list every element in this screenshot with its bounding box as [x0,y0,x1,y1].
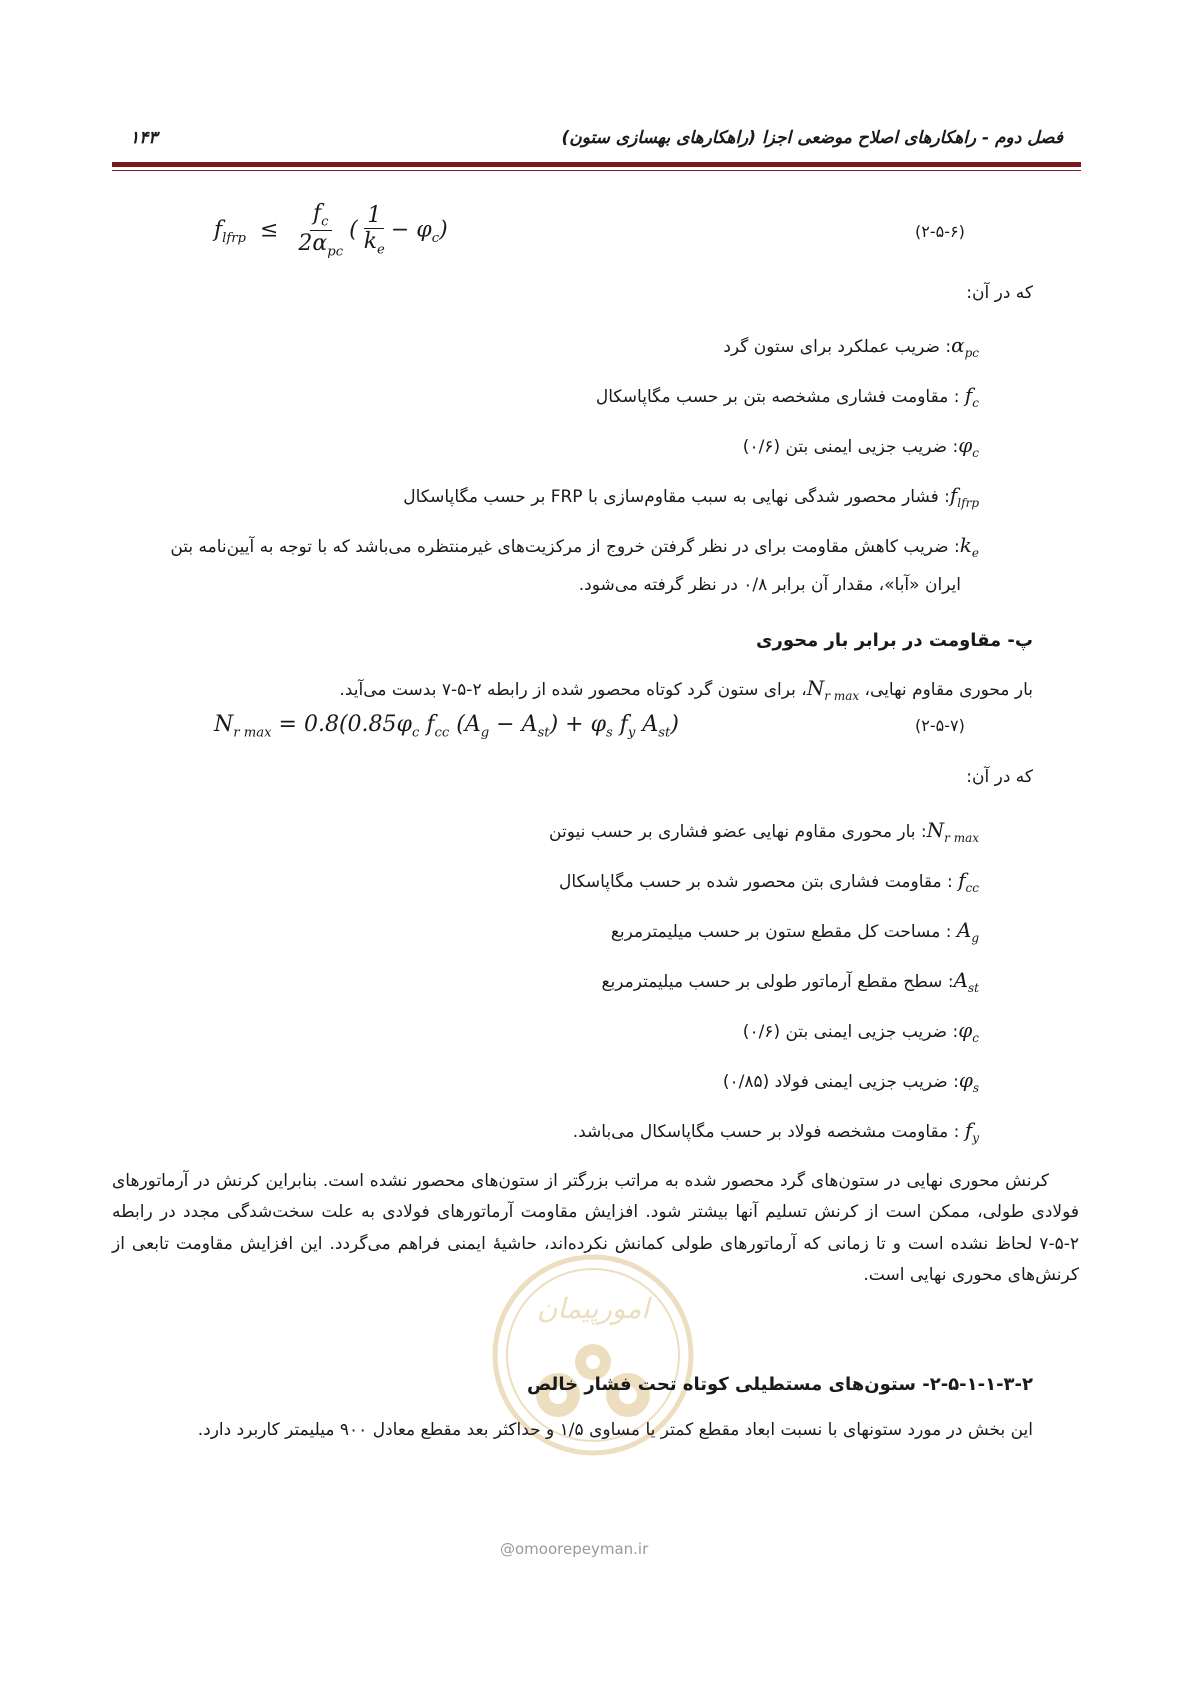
definition-flfrp: $f_{lfrp}$: فشار محصور شدگی نهایی به سبب مقاوم‌سازی با FRP بر حسب مگاپاسکال [403,483,979,510]
chapter-title: فصل دوم - راهکارهای اصلاح موضعی اجزا (راهکارهای بهسازی ستون) [561,128,1063,148]
section-intro: بار محوری مقاوم نهایی، $N_{r max}،$ برای ستون گرد کوتاه محصور شده از رابطه ۲-۵-۷ بدست می‌آید. [339,676,1033,703]
definition-fcc: $f_{cc}$ : مقاومت فشاری بتن محصور شده بر حسب مگاپاسکال [558,868,979,895]
definition-ast-text: سطح مقطع آرماتور طولی بر حسب میلیمترمربع [601,972,943,992]
definition-ast: $A_{st}$: سطح مقطع آرماتور طولی بر حسب میلیمترمربع [601,968,979,995]
watermark-logo-text: امورپیمان [536,1292,650,1325]
equation-number-2-5-6: (۲-۵-۶) [915,222,965,241]
equation-2-5-7: $N_{r max} = 0.8(0.85\varphi_c$ $f_{cc}$ $(A_g - A_{st}) + \varphi_s$ $f_y$ $A_{st}$) [214,712,679,741]
equation-2-5-6: $f_{lfrp}$ ≤ $\frac{f_c}{2\alpha_{pc}}$ ( $\frac{1}{k_e}$ − $\varphi_c$) [214,201,448,260]
definition-alpha-pc-text: ضریب عملکرد برای ستون گرد [723,337,940,357]
definition-fy-text: مقاومت مشخصه فولاد بر حسب مگاپاسکال می‌باشد. [572,1122,949,1142]
definition-ag: $A_g$ : مساحت کل مقطع ستون بر حسب میلیمترمربع [610,918,979,945]
definition-phi-c-2: $\varphi_c$: ضریب جزیی ایمنی بتن (۰/۶) [742,1018,979,1045]
definition-ke-text: ضریب کاهش مقاومت برای در نظر گرفتن خروج از مرکزیت‌های غیرمنتظره می‌باشد که با توجه به آیین‌نامه بتن [170,537,949,557]
where-label-2: که در آن: [966,767,1033,787]
section-text-rectangular: این بخش در مورد ستونهای با نسبت ابعاد مقطع کمتر یا مساوی ۱/۵ و حداکثر بعد مقطع معادل ۹۰۰ میلیمتر کاربرد دارد. [197,1420,1033,1440]
equation-number-2-5-7: (۲-۵-۷) [915,716,965,735]
header-rule-thick [112,162,1081,167]
body-paragraph: کرنش محوری نهایی در ستون‌های گرد محصور شده به مراتب بزرگتر از ستون‌های محصور نشده است. بنابراین کرنش در آرماتورهای فولادی طولی، ممکن است از کرنش تسلیم آنها بیشتر شود. افزایش مقاومت آرماتورهای فولادی به علت سخت‌شدگی مجدد در رابطه ۲-۵-۷ لحاظ نشده است و تا زمانی که آرماتورهای طولی کمانش نکرده‌اند، حاشیهٔ ایمنی فراهم می‌گردد. این افزایش مقاومت تابعی از کرنش‌های محوری نهایی است. [112,1171,1079,1286]
definition-phi-c-2-text: ضریب جزیی ایمنی بتن (۰/۶) [742,1022,948,1042]
definition-phi-s-text: ضریب جزیی ایمنی فولاد (۰/۸۵) [722,1072,948,1092]
definition-phi-s: $\varphi_s$: ضریب جزیی ایمنی فولاد (۰/۸۵) [722,1068,979,1095]
definition-phi-c: $\varphi_c$: ضریب جزیی ایمنی بتن (۰/۶) [742,433,979,460]
definition-phi-c-text: ضریب جزیی ایمنی بتن (۰/۶) [742,437,948,457]
watermark-url: @omoorepeyman.ir [500,1540,649,1558]
definition-flfrp-text: فشار محصور شدگی نهایی به سبب مقاوم‌سازی با FRP بر حسب مگاپاسکال [403,487,939,507]
where-label-1: که در آن: [966,283,1033,303]
page-number: ۱۴۳ [130,128,158,148]
definition-fcc-text: مقاومت فشاری بتن محصور شده بر حسب مگاپاسکال [558,872,942,892]
definition-alpha-pc: $\alpha_{pc}$: ضریب عملکرد برای ستون گرد [723,333,979,360]
definition-nrmax: $N_{r max}$: بار محوری مقاوم نهایی عضو فشاری بر حسب نیوتن [549,818,979,845]
definition-fc-text: مقاومت فشاری مشخصه بتن بر حسب مگاپاسکال [595,387,949,407]
definition-ag-text: مساحت کل مقطع ستون بر حسب میلیمترمربع [610,922,941,942]
definition-fy: $f_y$ : مقاومت مشخصه فولاد بر حسب مگاپاسکال می‌باشد. [572,1118,979,1145]
section-heading-rectangular: ۲-۵-۱-۱-۳-۲- ستون‌های مستطیلی کوتاه تحت فشار خالص [527,1374,1033,1395]
definition-ke-continued: ایران «آبا»، مقدار آن برابر ۰/۸ در نظر گرفته می‌شود. [578,575,961,595]
section-heading-axial: پ- مقاومت در برابر بار محوری [756,630,1033,651]
header-rule-thin [112,170,1081,171]
definition-fc: $f_c$ : مقاومت فشاری مشخصه بتن بر حسب مگاپاسکال [595,383,979,410]
section-intro-start: بار محوری مقاوم نهایی، [864,680,1033,700]
definition-nrmax-text: بار محوری مقاوم نهایی عضو فشاری بر حسب نیوتن [549,822,916,842]
section-intro-end: ، برای ستون گرد کوتاه محصور شده از رابطه ۲-۵-۷ بدست می‌آید. [339,680,807,700]
definition-ke: $k_e$: ضریب کاهش مقاومت برای در نظر گرفتن خروج از مرکزیت‌های غیرمنتظره می‌باشد که با توجه به آیین‌نامه بتن [170,533,979,560]
